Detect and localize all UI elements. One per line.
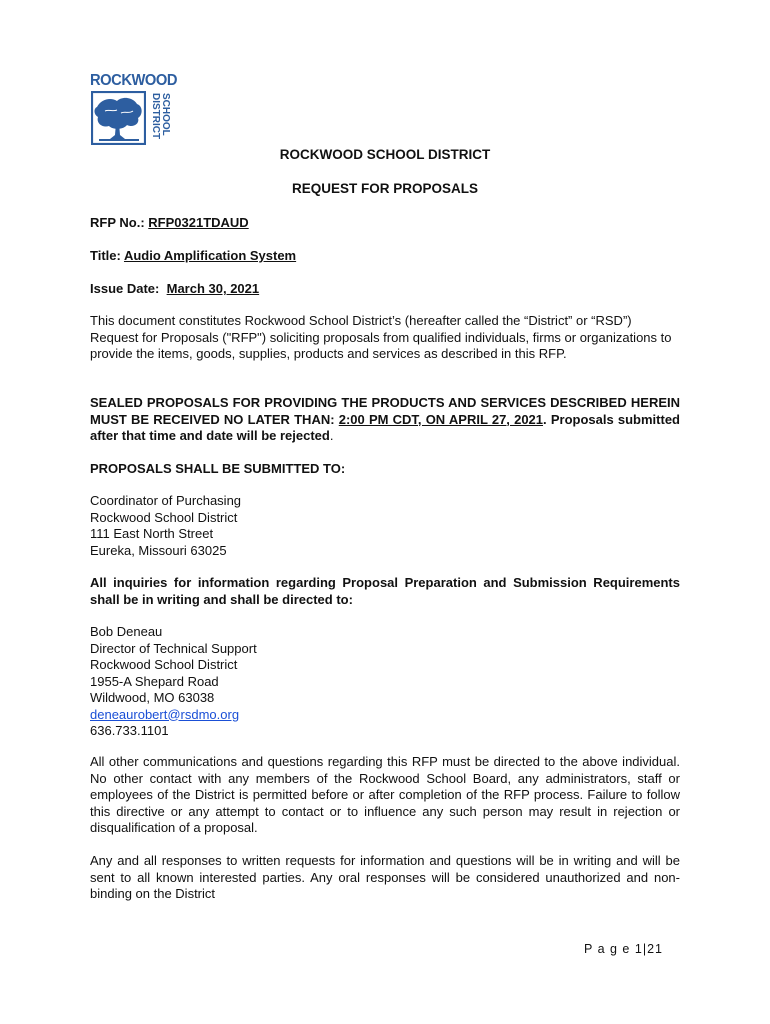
submit-address-line: 111 East North Street [90,526,214,541]
contact-line: Bob Deneau [90,624,163,639]
submit-address-line: Eureka, Missouri 63025 [90,542,227,558]
page-total: 21 [647,942,663,956]
deadline-end: . [329,428,334,443]
page-label: P a g e [584,942,631,956]
rfp-title-row [90,248,680,265]
deadline-lead: SEALED PROPOSALS FOR PROVIDING THE PRODUCTS AND SERVICES DESCRIBED HEREIN MUST BE RECEIVED NO LATER THAN: [90,395,680,427]
district-heading: ROCKWOOD SCHOOL DISTRICT [279,147,491,162]
page-footer [584,942,663,956]
rfp-heading: REQUEST FOR PROPOSALS [291,181,479,196]
responses-paragraph: Any and all responses to written requests for information and questions will be in writing and will be sent to all known interested parties. Any oral responses will be considered unauthorized and non-binding on the District [90,853,680,901]
issue-date-label: Issue Date: [90,281,160,296]
deadline-rejected: Proposals submitted after that time and date will be rejected [90,411,680,443]
issue-date-value: March 30, 2021 [166,281,260,296]
deadline-datetime: 2:00 PM CDT, ON APRIL 27, 2021 [338,411,544,427]
contact-block [90,624,680,740]
inquiries-heading: All inquiries for information regarding Proposal Preparation and Submission Requirements shall be in writing and shall be directed to: [90,575,680,607]
rfp-number-row [90,215,680,232]
intro-paragraph: This document constitutes Rockwood School District’s (hereafter called the “District” or “RSD”) Request for Proposals ("RFP") soliciting proposals from qualified individuals, firms or organizations to provide the items, goods, supplies, products and services as described in this RFP. [90,313,672,361]
logo-wordmark: ROCKWOOD [90,72,178,89]
submit-address [90,493,680,559]
rfp-number-value: RFP0321TDAUD [148,215,249,230]
contact-line: Director of Technical Support [90,640,257,656]
logo-side-line1: SCHOOL [160,93,171,136]
deadline-paragraph [90,395,680,445]
logo-side-line2: DISTRICT [150,93,161,140]
submit-address-line: Rockwood School District [90,509,238,525]
contact-line: Wildwood, MO 63038 [90,690,215,705]
rfp-title-value: Audio Amplification System [123,248,297,263]
deadline-period: . [543,411,547,427]
logo-side-text [150,93,171,145]
other-communications-paragraph: All other communications and questions regarding this RFP must be directed to the above individual. No other contact with any members of the Rockwood School Board, any administrators, staff or employees of the District is permitted before or after completion of the RFP process. Failure to follow this directive or any attempt to contact or to influence any such person may result in rejection or disqualification of a proposal. [90,754,680,835]
page-separator: | [642,942,648,956]
submit-heading: PROPOSALS SHALL BE SUBMITTED TO: [90,461,346,476]
contact-phone: 636.733.1101 [90,723,169,738]
contact-line: Rockwood School District [90,657,238,672]
contact-email-link[interactable]: deneaurobert@rsdmo.org [90,706,240,722]
contact-line: 1955-A Shepard Road [90,673,219,689]
page-number: 1 [634,942,643,956]
rfp-title-label: Title: [90,248,121,263]
rfp-number-label: RFP No.: [90,215,145,230]
oak-tree-logo-icon [91,91,146,145]
issue-date-row [90,281,680,298]
submit-address-line: Coordinator of Purchasing [90,493,242,508]
